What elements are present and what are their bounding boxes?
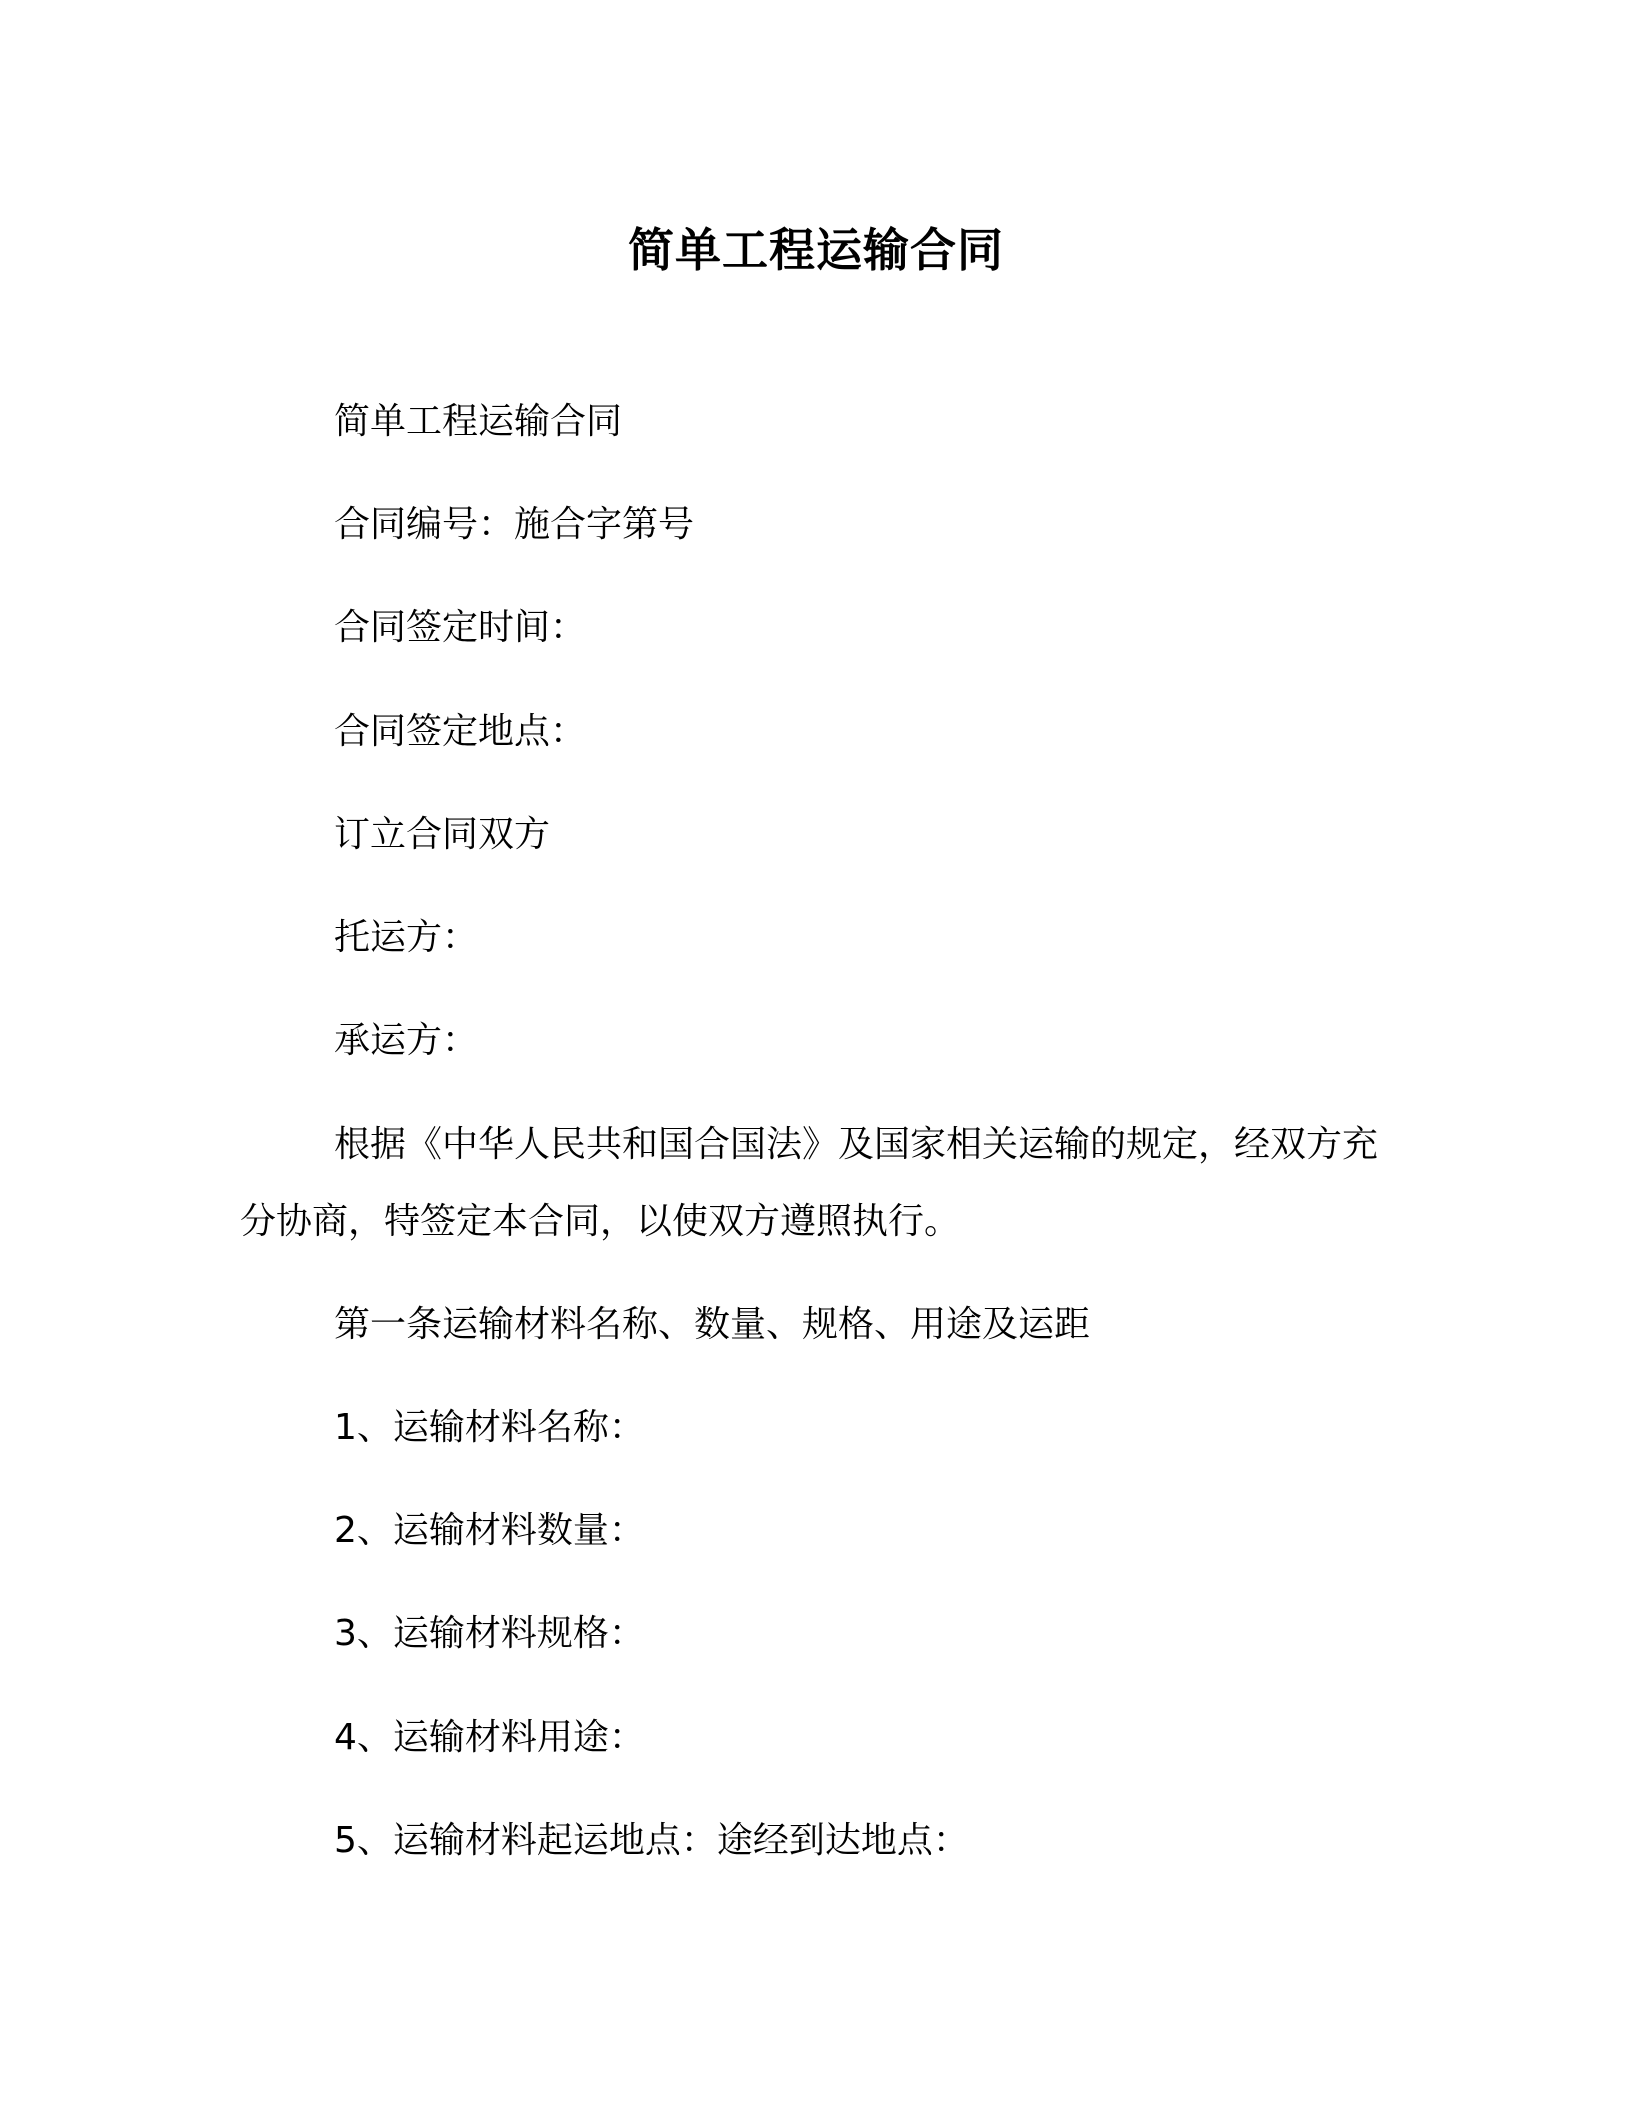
list-item: 3、运输材料规格： bbox=[334, 1613, 645, 1654]
signing-place-line: 合同签定地点： bbox=[334, 711, 587, 752]
preamble-paragraph: 根据《中华人民共和国合国法》及国家相关运输的规定，经双方充分协商，特签定本合同，以使双方遵照执行。 bbox=[240, 1124, 1379, 1242]
list-item: 2、运输材料数量： bbox=[334, 1510, 645, 1551]
contract-heading-line: 简单工程运输合同 bbox=[334, 401, 623, 442]
document-title: 简单工程运输合同 bbox=[628, 223, 1004, 277]
consignor-line: 托运方： bbox=[334, 917, 479, 958]
contracting-parties-line: 订立合同双方 bbox=[334, 814, 551, 855]
contract-number-line: 合同编号：施合字第号 bbox=[334, 504, 695, 545]
list-item: 1、运输材料名称： bbox=[334, 1407, 645, 1448]
carrier-line: 承运方： bbox=[334, 1020, 479, 1061]
list-item: 4、运输材料用途： bbox=[334, 1717, 645, 1758]
signing-time-line: 合同签定时间： bbox=[334, 607, 587, 648]
article-1-heading: 第一条运输材料名称、数量、规格、用途及运距 bbox=[334, 1304, 1091, 1345]
list-item: 5、运输材料起运地点：途经到达地点： bbox=[334, 1820, 969, 1861]
